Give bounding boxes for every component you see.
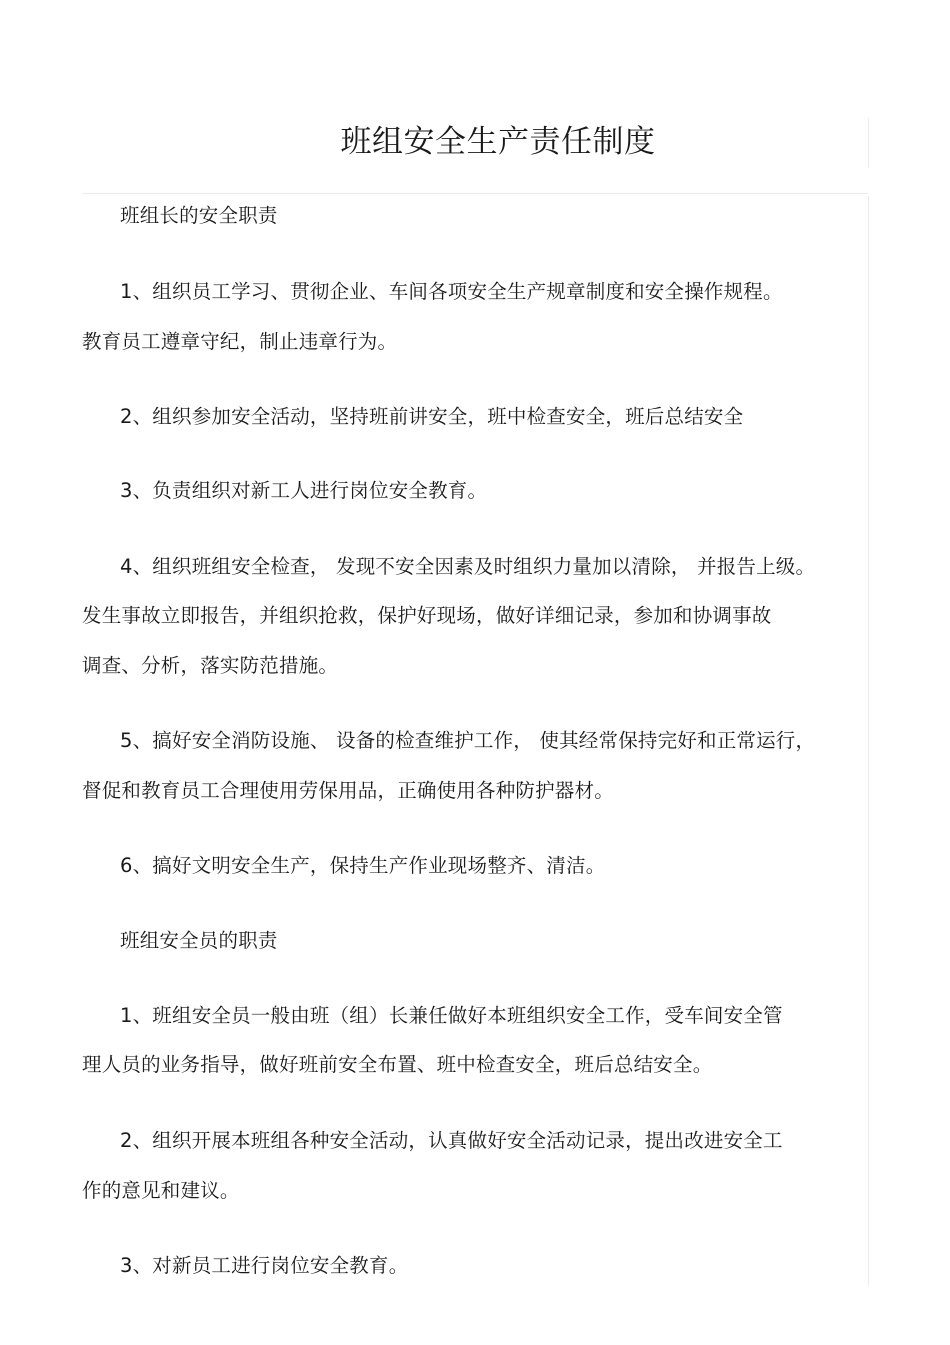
header-divider <box>82 193 868 194</box>
paragraph-line: 3、对新员工进行岗位安全教育。 <box>120 1254 409 1277</box>
paragraph-line: 3、负责组织对新工人进行岗位安全教育。 <box>120 479 488 502</box>
paragraph-line: 4、组织班组安全检查， 发现不安全因素及时组织力量加以清除， 并报告上级。 <box>120 555 816 578</box>
paragraph-line: 作的意见和建议。 <box>82 1179 240 1202</box>
section-heading-safety-officer-duties: 班组安全员的职责 <box>120 929 278 952</box>
paragraph-line: 2、组织开展本班组各种安全活动，认真做好安全活动记录，提出改进安全工 <box>120 1129 783 1152</box>
page-edge-rule <box>868 196 869 1286</box>
paragraph-line: 5、搞好安全消防设施、 设备的检查维护工作， 使其经常保持完好和正常运行， <box>120 729 816 752</box>
paragraph-line: 发生事故立即报告，并组织抢救，保护好现场，做好详细记录，参加和协调事故 <box>82 604 772 627</box>
paragraph-line: 教育员工遵章守纪，制止违章行为。 <box>82 330 398 353</box>
paragraph-line: 理人员的业务指导，做好班前安全布置、班中检查安全，班后总结安全。 <box>82 1053 713 1076</box>
section-heading-leader-duties: 班组长的安全职责 <box>120 204 278 227</box>
paragraph-line: 1、班组安全员一般由班（组）长兼任做好本班组织安全工作，受车间安全管 <box>120 1004 783 1027</box>
paragraph-line: 6、搞好文明安全生产，保持生产作业现场整齐、清洁。 <box>120 854 606 877</box>
paragraph-line: 调查、分析，落实防范措施。 <box>82 654 339 677</box>
paragraph-line: 督促和教育员工合理使用劳保用品，正确使用各种防护器材。 <box>82 779 614 802</box>
paragraph-line: 2、组织参加安全活动，坚持班前讲安全，班中检查安全，班后总结安全 <box>120 405 744 428</box>
document-title: 班组安全生产责任制度 <box>340 124 656 160</box>
paragraph-line: 1、组织员工学习、贯彻企业、车间各项安全生产规章制度和安全操作规程。 <box>120 280 783 303</box>
